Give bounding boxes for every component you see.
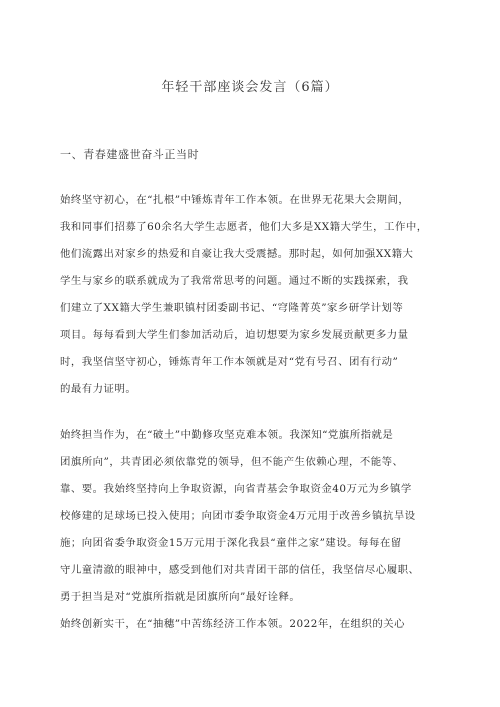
paragraph-2-line: 施；向团省委争取资金15万元用于深化我县“童伴之家”建设。每每在留 <box>60 537 402 549</box>
paragraph-3-line: 始终创新实干，在“抽穗”中苦练经济工作本领。2022年，在组织的关心 <box>60 618 406 630</box>
paragraph-1-line: 们建立了XX籍大学生兼职镇村团委副书记、“穹隆菁英”家乡研学计划等 <box>60 302 404 314</box>
paragraph-1-line: 始终坚守初心，在“扎根”中锤炼青年工作本领。在世界无花果大会期间， <box>60 194 410 206</box>
paragraph-2-line: 靠、要。我始终坚持向上争取资源，向省青基会争取资金40万元为乡镇学 <box>60 483 412 495</box>
paragraph-1-line: 他们流露出对家乡的热爱和自豪让我大受震撼。那时起，如何加强XX籍大 <box>60 248 414 260</box>
paragraph-2-line: 守儿童清澈的眼神中，感受到他们对共青团干部的信任，我坚信尽心履职、 <box>60 564 420 576</box>
document-title: 年轻干部座谈会发言（6篇） <box>161 80 339 95</box>
paragraph-1-line: 我和同事们招募了60余名大学生志愿者，他们大多是XX籍大学生，工作中， <box>60 221 428 233</box>
section-heading: 一、青春建盛世奋斗正当时 <box>60 148 200 161</box>
paragraph-1-line: 时，我坚信坚守初心，锤炼青年工作本领就是对“党有号召、团有行动” <box>60 356 399 368</box>
paragraph-2-line: 勇于担当是对“党旗所指就是团旗所向”最好诠释。 <box>60 591 301 603</box>
paragraph-1-line: 学生与家乡的联系就成为了我常常思考的问题。通过不断的实践探索，我 <box>60 275 409 287</box>
paragraph-2-line: 校修建的足球场已投入使用；向团市委争取资金4万元用于改善乡镇抗旱设 <box>60 510 416 522</box>
paragraph-1-line: 的最有力证明。 <box>60 383 137 395</box>
paragraph-2-line: 团旗所向”，共青团必须依靠党的领导，但不能产生依赖心理，不能等、 <box>60 456 404 468</box>
paragraph-1-line: 项目。每每看到大学生们参加活动后，迫切想要为家乡发展贡献更多力量 <box>60 329 409 341</box>
paragraph-2-line: 始终担当作为，在“破土”中勤修攻坚克难本领。我深知“党旗所指就是 <box>60 429 394 441</box>
